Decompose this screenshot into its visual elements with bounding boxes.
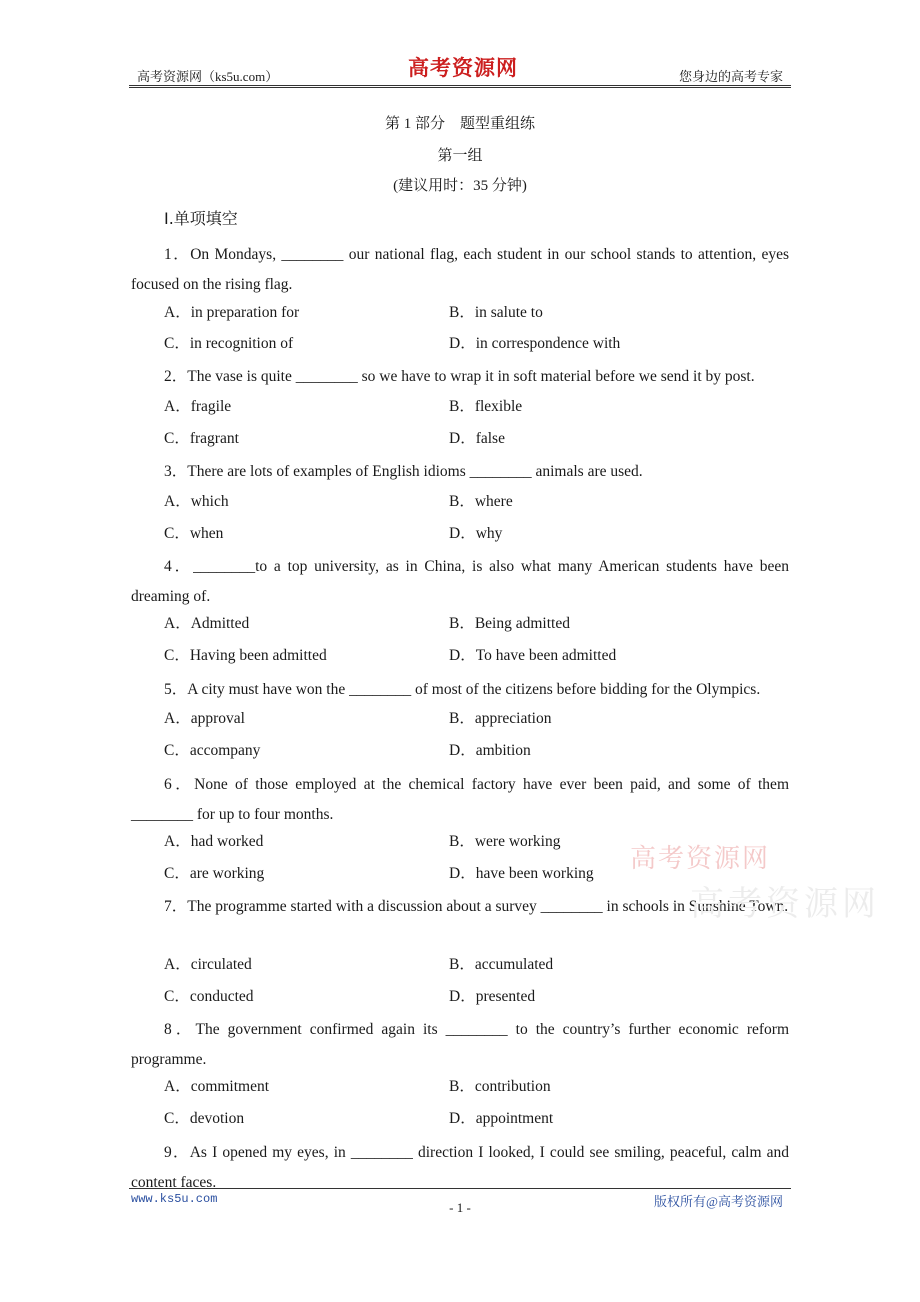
answer-option: D．appointment bbox=[449, 1110, 554, 1127]
answer-option: B．appreciation bbox=[449, 710, 552, 727]
answer-option: C．conducted bbox=[164, 988, 254, 1005]
answer-option: B．Being admitted bbox=[449, 615, 570, 632]
part-title: 第 1 部分 题型重组练 bbox=[384, 116, 535, 132]
answer-option: C．when bbox=[164, 525, 224, 542]
answer-option: C．are working bbox=[164, 865, 265, 882]
header-site-name: 高考资源网（ks5u.com） bbox=[137, 69, 279, 84]
header-divider-2 bbox=[129, 87, 791, 88]
question-stem: 6．None of those employed at the chemical factory have ever been paid, and some of them ________ for up to four months. bbox=[131, 776, 789, 823]
answer-option: D．presented bbox=[449, 988, 536, 1005]
question-stem: 3．There are lots of examples of English idioms ________ animals are used. bbox=[164, 463, 643, 480]
answer-option: C．fragrant bbox=[164, 430, 239, 447]
answer-option: D．have been working bbox=[449, 865, 594, 882]
answer-option: A．approval bbox=[164, 710, 245, 727]
answer-option: D．in correspondence with bbox=[449, 335, 621, 352]
answer-option: A．commitment bbox=[164, 1078, 270, 1095]
header-slogan: 您身边的高考专家 bbox=[678, 69, 783, 84]
header-logo: 高考资源网 bbox=[408, 56, 518, 80]
question-stem: 1．On Mondays, ________ our national flag, each student in our school stands to attention, eyes focused on the rising flag. bbox=[131, 246, 789, 293]
answer-option: C．devotion bbox=[164, 1110, 245, 1127]
answer-option: C．accompany bbox=[164, 742, 261, 759]
watermark-2: 高考资源网 bbox=[690, 886, 880, 923]
answer-option: A．had worked bbox=[164, 833, 264, 850]
answer-option: B．in salute to bbox=[449, 304, 543, 321]
footer-divider bbox=[129, 1188, 791, 1189]
question-stem: 8．The government confirmed again its ________ to the country’s further economic reform programme. bbox=[131, 1021, 789, 1068]
question-stem: 4．________to a top university, as in China, is also what many American students have been dreaming of. bbox=[131, 558, 789, 605]
question-stem: 7．The programme started with a discussion about a survey ________ in schools in Sunshine Town. bbox=[164, 898, 789, 915]
answer-option: B．were working bbox=[449, 833, 561, 850]
answer-option: B．accumulated bbox=[449, 956, 554, 973]
answer-option: B．contribution bbox=[449, 1078, 551, 1095]
answer-option: C．in recognition of bbox=[164, 335, 294, 352]
answer-option: B．flexible bbox=[449, 398, 523, 415]
answer-option: A．Admitted bbox=[164, 615, 250, 632]
page-number: - 1 - bbox=[449, 1200, 471, 1215]
group-title: 第一组 bbox=[437, 148, 483, 164]
answer-option: D．To have been admitted bbox=[449, 647, 617, 664]
answer-option: D．false bbox=[449, 430, 505, 447]
answer-option: D．why bbox=[449, 525, 503, 542]
question-stem: 5．A city must have won the ________ of most of the citizens before bidding for the Olympics. bbox=[164, 681, 761, 698]
question-stem: 9．As I opened my eyes, in ________ direction I looked, I could see smiling, peaceful, calm and content faces. bbox=[131, 1144, 789, 1191]
time-suggestion: (建议用时：35 分钟) bbox=[393, 178, 527, 194]
answer-option: B．where bbox=[449, 493, 513, 510]
footer-copyright: 版权所有@高考资源网 bbox=[654, 1194, 783, 1209]
section-heading: Ⅰ.单项填空 bbox=[164, 209, 238, 228]
footer-url-link[interactable]: www.ks5u.com bbox=[131, 1192, 218, 1206]
answer-option: A．fragile bbox=[164, 398, 232, 415]
watermark-1: 高考资源网 bbox=[630, 844, 771, 873]
answer-option: A．in preparation for bbox=[164, 304, 300, 321]
answer-option: D．ambition bbox=[449, 742, 531, 759]
answer-option: A．which bbox=[164, 493, 229, 510]
header-divider bbox=[129, 85, 791, 86]
answer-option: C．Having been admitted bbox=[164, 647, 327, 664]
answer-option: A．circulated bbox=[164, 956, 252, 973]
question-stem: 2．The vase is quite ________ so we have to wrap it in soft material before we send it by post. bbox=[164, 368, 755, 385]
